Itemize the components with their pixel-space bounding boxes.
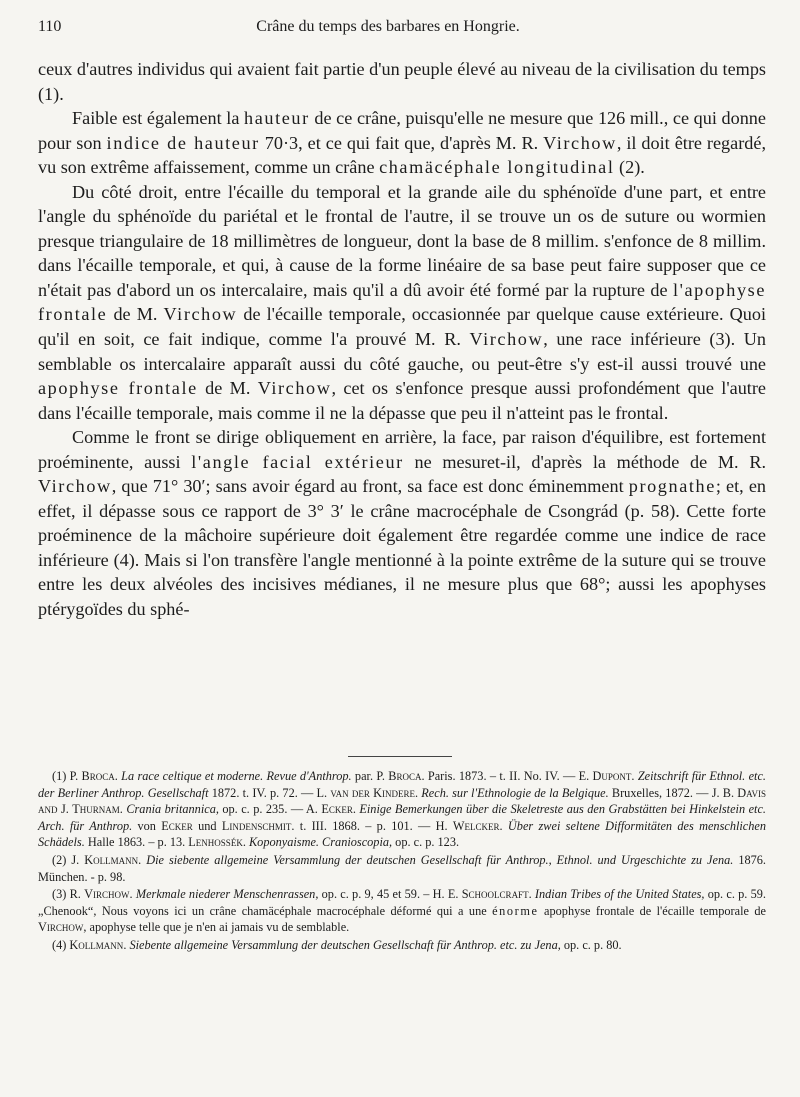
paragraph-2: Faible est également la hauteur de ce crâne, puisqu'elle ne mesure que 126 mill., ce qui donne pour son indice de hauteur 70·3, et ce qui fait que, d'après M. R. Virchow, il doit être regardé, vu son extrême affaissement, comme un crâne chamäcéphale longitudinal (2). [38,108,766,178]
running-title: Crâne du temps des barbares en Hongrie. [256,18,520,35]
paragraph-4: Comme le front se dirige obliquement en arrière, la face, par raison d'équilibre, est fortement proéminente, aussi l'angle facial extérieur ne mesuret-il, d'après la méthode de M. R. Virchow, que 71° 30′; sans avoir égard au front, sa face est donc éminemment prognathe; et, en effet, il dépasse sous ce rapport de 3° 3′ le crâne macrocéphale de Csongrád (p. 58). Cette forte proéminence de la mâchoire supérieure doit également être regardée comme une indice de race inférieure (4). Mais si l'on transfère l'angle mentionné à la pointe extrême de la suture qui se trouve entre les deux alvéoles des incisives médianes, il ne mesure plus que 68°; aussi les apophyses ptérygoïdes du sphé- [38,427,766,620]
paragraph-1: ceux d'autres individus qui avaient fait partie d'un peuple élevé au niveau de la civilisation du temps (1). [38,59,766,104]
main-text [38,57,766,622]
footnote-4: (4) Kollmann. Siebente allgemeine Versammlung der deutschen Gesellschaft für Anthrop. etc. zu Jena, op. c. p. 80. [52,937,622,952]
paragraph-3: Du côté droit, entre l'écaille du temporal et la grande aile du sphénoïde d'une part, et entre l'angle du sphénoïde du pariétal et le frontal de l'autre, il se trouve un os de suture ou wormien presque triangulaire de 18 millimètres de longueur, dont la base de 8 millim. s'enfonce de 8 millim. dans l'écaille temporale, et qui, à cause de la forme linéaire de sa base peut faire supposer que ce n'était pas d'abord un os intercalaire, mais qu'il a dû avoir été formé par la rupture de l'apophyse frontale de M. Virchow de l'écaille temporale, occasionnée par quelque cause extérieure. Quoi qu'il en soit, ce fait indique, comme l'a prouvé M. R. Virchow, une race inférieure (3). Un semblable os intercalaire apparaît aussi du côté gauche, ou peut-être s'y est-il aussi trouvé une apophyse frontale de M. Virchow, cet os s'enfonce presque aussi profondément que l'autre dans l'écaille temporale, mais comme il ne la dépasse que peu il n'atteint pas le frontal. [38,181,766,423]
footnotes [38,768,766,955]
footnote-1: (1) P. Broca. La race celtique et moderne. Revue d'Anthrop. par. P. Broca. Paris. 1873. – t. II. No. IV. — E. Dupont. Zeitschrift für Ethnol. etc. der Berliner Anthrop. Gesellschaft 1872. t. IV. p. 72. — L. van der Kindere. Rech. sur l'Ethnologie de la Belgique. Bruxelles, 1872. — J. B. Davis and J. Thurnam. Crania britannica, op. c. p. 235. — A. Ecker. Einige Bemerkungen über die Skeletreste aus den Grabstätten bei Hinkelstein etc. Arch. für Anthrop. von Ecker und Lindenschmit. t. III. 1868. – p. 101. — H. Welcker. Über zwei seltene Difformitäten des menschlichen Schädels. Halle 1863. – p. 13. Lenhossék. Koponyaisme. Cranioscopia, op. c. p. 123. [38,769,767,850]
footnote-3: (3) R. Virchow. Merkmale niederer Menschenrassen, op. c. p. 9, 45 et 59. – H. E. Schoolcraft. Indian Tribes of the United States, op. c. p. 59. „Chenook“, Nous voyons ici un crâne chamäcéphale macrocéphale déformé qui a une énorme apophyse frontale de l'écaille temporale de Virchow, apophyse telle que je n'en ai jamais vu de semblable. [38,887,767,935]
page-number: 110 [38,18,62,35]
footnote-divider [348,756,452,757]
page-header [38,18,768,36]
footnote-2: (2) J. Kollmann. Die siebente allgemeine Versammlung der deutschen Gesellschaft für Anthrop., Ethnol. und Urgeschichte zu Jena. 1876. München. - p. 98. [38,852,766,884]
